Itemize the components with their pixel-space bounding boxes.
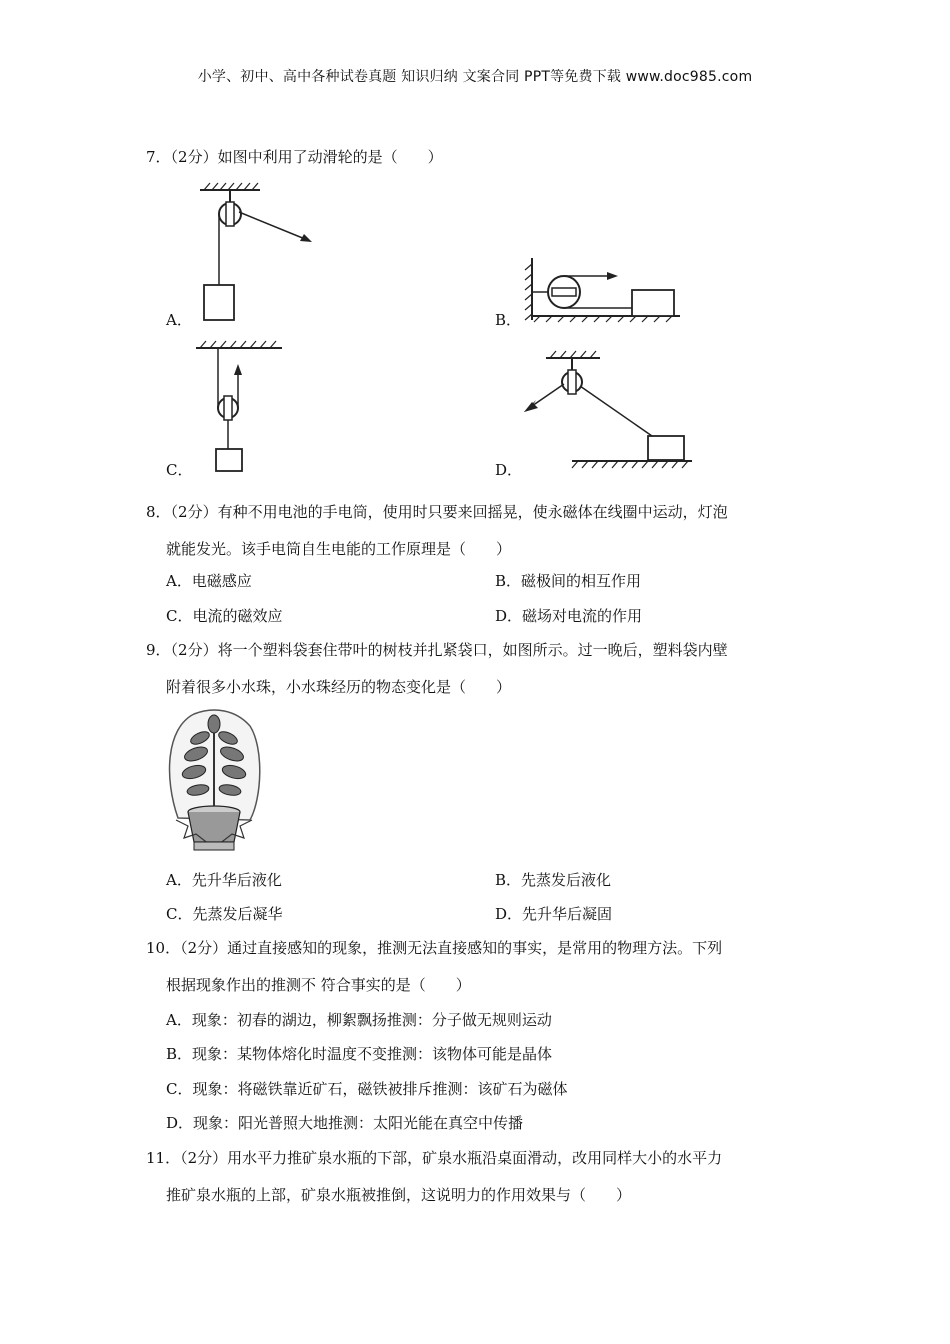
pulley-figure-a	[190, 182, 330, 327]
q8-option-a: A．电磁感应	[166, 572, 252, 590]
page-header: 小学、初中、高中各种试卷真题 知识归纳 文案合同 PPT等免费下载 www.doc985.com	[197, 69, 753, 85]
q9-option-c: C．先蒸发后凝华	[166, 905, 283, 923]
q8-option-b: B．磁极间的相互作用	[495, 572, 642, 590]
q9-option-d: D．先升华后凝固	[495, 905, 613, 923]
q7-stem: 7．（2分）如图中利用了动滑轮的是（ ）	[146, 148, 443, 166]
q7-label-c: C．	[166, 461, 193, 479]
q8-stem-line2: 就能发光。该手电筒自生电能的工作原理是（ ）	[166, 540, 512, 558]
q10-option-c: C．现象：将磁铁靠近矿石，磁铁被排斥推测：该矿石为磁体	[166, 1080, 568, 1098]
q7-label-b: B．	[495, 311, 522, 329]
q9-stem-line1: 9．（2分）将一个塑料袋套住带叶的树枝并扎紧袋口，如图所示。过一晚后，塑料袋内壁	[146, 641, 728, 659]
q8-stem-line1: 8．（2分）有种不用电池的手电筒，使用时只要来回摇晃，使永磁体在线圈中运动，灯泡	[146, 503, 728, 521]
pulley-figure-c	[192, 338, 292, 478]
pulley-figure-b	[520, 254, 690, 326]
plant-in-bag-figure	[164, 708, 264, 858]
q7-label-d: D．	[495, 461, 523, 479]
q8-option-c: C．电流的磁效应	[166, 607, 283, 625]
q10-stem-line1: 10．（2分）通过直接感知的现象，推测无法直接感知的事实，是常用的物理方法。下列	[146, 939, 723, 957]
q7-label-a: A．	[166, 311, 192, 329]
q10-option-b: B．现象：某物体熔化时温度不变推测：该物体可能是晶体	[166, 1045, 553, 1063]
pulley-figure-d	[520, 348, 700, 476]
q11-stem-line2: 推矿泉水瓶的上部，矿泉水瓶被推倒，这说明力的作用效果与（ ）	[166, 1186, 632, 1204]
q9-option-b: B．先蒸发后液化	[495, 871, 612, 889]
q10-stem-line2: 根据现象作出的推测不 符合事实的是（ ）	[166, 976, 471, 994]
q8-option-d: D．磁场对电流的作用	[495, 607, 643, 625]
q10-option-d: D．现象：阳光普照大地推测：太阳光能在真空中传播	[166, 1114, 524, 1132]
q9-option-a: A．先升华后液化	[166, 871, 282, 889]
q11-stem-line1: 11．（2分）用水平力推矿泉水瓶的下部，矿泉水瓶沿桌面滑动，改用同样大小的水平力	[146, 1149, 723, 1167]
q9-stem-line2: 附着很多小水珠，小水珠经历的物态变化是（ ）	[166, 678, 512, 696]
q10-option-a: A．现象：初春的湖边，柳絮飘扬推测：分子做无规则运动	[166, 1011, 552, 1029]
